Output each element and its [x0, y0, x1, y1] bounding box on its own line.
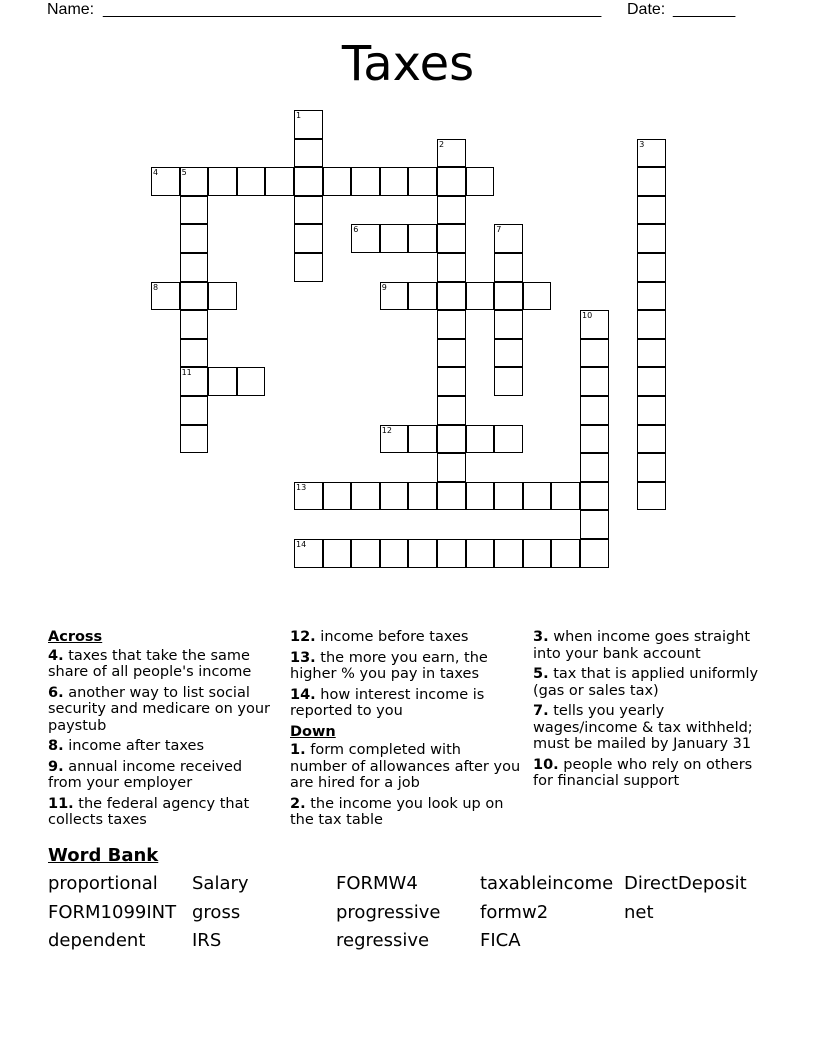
grid-cell[interactable] [151, 167, 180, 196]
clue-down-5 [533, 666, 773, 699]
grid-cell[interactable] [466, 482, 495, 511]
grid-cell[interactable] [580, 396, 609, 425]
grid-cell[interactable] [637, 425, 666, 454]
grid-cell[interactable] [437, 282, 466, 311]
clues-column-1 [48, 629, 280, 833]
cell-number: 5 [181, 168, 187, 178]
grid-cell[interactable] [523, 539, 552, 568]
grid-cell[interactable] [208, 367, 237, 396]
grid-cell[interactable] [380, 167, 409, 196]
clue-number: 12. [290, 629, 316, 645]
grid-cell[interactable] [323, 482, 352, 511]
clue-text: how interest income is reported to you [290, 686, 485, 719]
grid-cell[interactable] [494, 224, 523, 253]
grid-cell[interactable] [408, 539, 437, 568]
clue-number: 13. [290, 649, 316, 666]
grid-cell[interactable] [437, 396, 466, 425]
name-line: ________________________________________________________ [103, 1, 602, 18]
grid-cell[interactable] [494, 425, 523, 454]
word-bank-item: dependent [48, 930, 146, 951]
cell-number: 8 [153, 282, 159, 292]
grid-cell[interactable] [637, 196, 666, 225]
clue-text: people who rely on others for financial support [533, 756, 753, 789]
grid-cell[interactable] [494, 339, 523, 368]
grid-cell[interactable] [580, 425, 609, 454]
grid-cell[interactable] [408, 224, 437, 253]
grid-cell[interactable] [323, 167, 352, 196]
grid-cell[interactable] [180, 310, 209, 339]
name-date-header [47, 0, 747, 22]
clue-down-10 [533, 757, 773, 790]
clue-text: the more you earn, the higher % you pay in taxes [290, 649, 488, 682]
across-heading: Across [48, 629, 103, 645]
cell-number: 12 [381, 425, 392, 435]
name-label: Name: [47, 1, 95, 18]
clue-across-6 [48, 685, 280, 735]
grid-cell[interactable] [294, 196, 323, 225]
grid-cell[interactable] [380, 539, 409, 568]
grid-cell[interactable] [351, 167, 380, 196]
grid-cell[interactable] [580, 453, 609, 482]
grid-cell[interactable] [437, 453, 466, 482]
grid-cell[interactable] [208, 167, 237, 196]
grid-cell[interactable] [580, 510, 609, 539]
word-bank-item: net [624, 902, 654, 923]
grid-cell[interactable] [351, 482, 380, 511]
grid-cell[interactable] [380, 482, 409, 511]
clue-text: form completed with number of allowances after you are hired for a job [290, 742, 521, 791]
grid-cell[interactable] [180, 167, 209, 196]
grid-cell[interactable] [294, 139, 323, 168]
grid-cell[interactable] [466, 425, 495, 454]
clue-down-7 [533, 703, 773, 753]
grid-cell[interactable] [494, 539, 523, 568]
clue-number: 2. [290, 795, 306, 812]
grid-cell[interactable] [637, 282, 666, 311]
clue-down-3 [533, 629, 773, 662]
grid-cell[interactable] [180, 224, 209, 253]
clues-column-3 [533, 629, 773, 794]
clue-across-9 [48, 759, 280, 792]
grid-cell[interactable] [437, 167, 466, 196]
grid-cell[interactable] [380, 425, 409, 454]
clue-text: the income you look up on the tax table [290, 795, 504, 828]
grid-cell[interactable] [523, 482, 552, 511]
cell-number: 2 [439, 139, 445, 149]
word-bank-item: DirectDeposit [624, 873, 747, 894]
clue-across-8 [48, 738, 280, 755]
grid-cell[interactable] [323, 539, 352, 568]
date-label: Date: [627, 1, 666, 18]
grid-cell[interactable] [551, 482, 580, 511]
grid-cell[interactable] [637, 482, 666, 511]
clue-number: 9. [48, 758, 64, 775]
grid-cell[interactable] [437, 367, 466, 396]
grid-cell[interactable] [637, 224, 666, 253]
word-bank-item: proportional [48, 873, 158, 894]
grid-cell[interactable] [437, 196, 466, 225]
grid-cell[interactable] [151, 282, 180, 311]
grid-cell[interactable] [437, 253, 466, 282]
cell-number: 11 [181, 368, 192, 378]
grid-cell[interactable] [580, 367, 609, 396]
grid-cell[interactable] [551, 539, 580, 568]
cell-number: 9 [381, 282, 387, 292]
clue-down-1 [290, 742, 522, 792]
down-heading: Down [290, 723, 336, 740]
grid-cell[interactable] [580, 539, 609, 568]
grid-cell[interactable] [637, 139, 666, 168]
grid-cell[interactable] [466, 167, 495, 196]
word-bank-item: regressive [336, 930, 430, 951]
grid-cell[interactable] [494, 253, 523, 282]
clue-across-4 [48, 648, 280, 681]
clue-across-14 [290, 687, 522, 720]
grid-cell[interactable] [380, 282, 409, 311]
word-bank-item: taxableincome [480, 873, 614, 894]
grid-cell[interactable] [380, 224, 409, 253]
grid-cell[interactable] [494, 367, 523, 396]
grid-cell[interactable] [437, 339, 466, 368]
grid-cell[interactable] [437, 224, 466, 253]
grid-cell[interactable] [180, 396, 209, 425]
grid-cell[interactable] [637, 396, 666, 425]
clue-text: the federal agency that collects taxes [48, 795, 250, 828]
date-line: _______ [673, 1, 736, 18]
grid-cell[interactable] [408, 482, 437, 511]
grid-cell[interactable] [637, 310, 666, 339]
word-bank-item: IRS [192, 930, 222, 951]
cell-number: 13 [296, 482, 307, 492]
grid-cell[interactable] [437, 539, 466, 568]
clue-number: 14. [290, 686, 316, 703]
cell-number: 14 [296, 540, 307, 549]
clue-number: 6. [48, 684, 64, 701]
clue-number: 8. [48, 738, 64, 754]
word-bank-title: Word Bank [48, 845, 159, 866]
grid-cell[interactable] [180, 196, 209, 225]
grid-cell[interactable] [294, 253, 323, 282]
word-bank-item: gross [192, 902, 241, 923]
grid-cell[interactable] [580, 339, 609, 368]
word-bank-item: FICA [480, 930, 521, 951]
grid-cell[interactable] [466, 282, 495, 311]
puzzle-title: Taxes [341, 36, 475, 92]
grid-cell[interactable] [408, 282, 437, 311]
grid-cell[interactable] [437, 139, 466, 168]
grid-cell[interactable] [637, 339, 666, 368]
grid-cell[interactable] [408, 425, 437, 454]
cell-number: 10 [582, 311, 593, 321]
clue-text: tax that is applied uniformly (gas or sales tax) [533, 666, 759, 699]
cell-number: 7 [496, 225, 502, 235]
grid-cell[interactable] [294, 224, 323, 253]
clue-number: 10. [533, 756, 559, 773]
grid-cell[interactable] [437, 310, 466, 339]
grid-cell[interactable] [180, 282, 209, 311]
clue-text: annual income received from your employer [48, 758, 243, 791]
grid-cell[interactable] [294, 482, 323, 511]
word-bank-item: FORMW4 [336, 873, 418, 894]
word-bank-item: FORM1099INT [48, 902, 177, 923]
grid-cell[interactable] [637, 367, 666, 396]
clue-text: tells you yearly wages/income & tax withheld; must be mailed by January 31 [533, 703, 753, 752]
grid-cell[interactable] [237, 167, 266, 196]
clue-across-11 [48, 796, 280, 829]
clue-across-13 [290, 650, 522, 683]
clue-number: 5. [533, 666, 549, 682]
clue-text: income before taxes [320, 629, 469, 645]
grid-cell[interactable] [437, 482, 466, 511]
clue-number: 1. [290, 742, 306, 758]
grid-cell[interactable] [180, 425, 209, 454]
clue-across-12 [290, 629, 522, 646]
word-bank-item: formw2 [480, 902, 549, 923]
clue-text: when income goes straight into your bank account [533, 629, 751, 662]
grid-cell[interactable] [351, 539, 380, 568]
grid-cell[interactable] [637, 453, 666, 482]
grid-cell[interactable] [494, 482, 523, 511]
clues-column-2 [290, 629, 522, 833]
clue-text: income after taxes [68, 738, 205, 754]
clue-text: taxes that take the same share of all people's income [48, 647, 252, 680]
grid-cell[interactable] [294, 167, 323, 196]
word-bank-item: Salary [192, 873, 249, 894]
grid-cell[interactable] [294, 110, 323, 139]
clue-number: 4. [48, 647, 64, 664]
grid-cell[interactable] [265, 167, 294, 196]
cell-number: 3 [639, 139, 645, 149]
grid-cell[interactable] [580, 310, 609, 339]
grid-cell[interactable] [494, 282, 523, 311]
clue-number: 11. [48, 795, 74, 812]
grid-cell[interactable] [637, 253, 666, 282]
grid-cell[interactable] [408, 167, 437, 196]
word-bank-item: progressive [336, 902, 441, 923]
grid-cell[interactable] [237, 367, 266, 396]
cell-number: 4 [153, 168, 159, 178]
clue-down-2 [290, 796, 522, 829]
grid-cell[interactable] [180, 253, 209, 282]
grid-cell[interactable] [523, 282, 552, 311]
clue-number: 3. [533, 629, 549, 645]
grid-cell[interactable] [180, 367, 209, 396]
grid-cell[interactable] [180, 339, 209, 368]
grid-cell[interactable] [437, 425, 466, 454]
cell-number: 6 [353, 225, 359, 235]
grid-cell[interactable] [494, 310, 523, 339]
cell-number: 1 [296, 111, 302, 120]
grid-cell[interactable] [208, 282, 237, 311]
grid-cell[interactable] [351, 224, 380, 253]
grid-cell[interactable] [580, 482, 609, 511]
grid-cell[interactable] [637, 167, 666, 196]
clue-text: another way to list social security and medicare on your paystub [48, 684, 270, 734]
grid-cell[interactable] [466, 539, 495, 568]
grid-cell[interactable] [294, 539, 323, 568]
clue-number: 7. [533, 703, 549, 719]
